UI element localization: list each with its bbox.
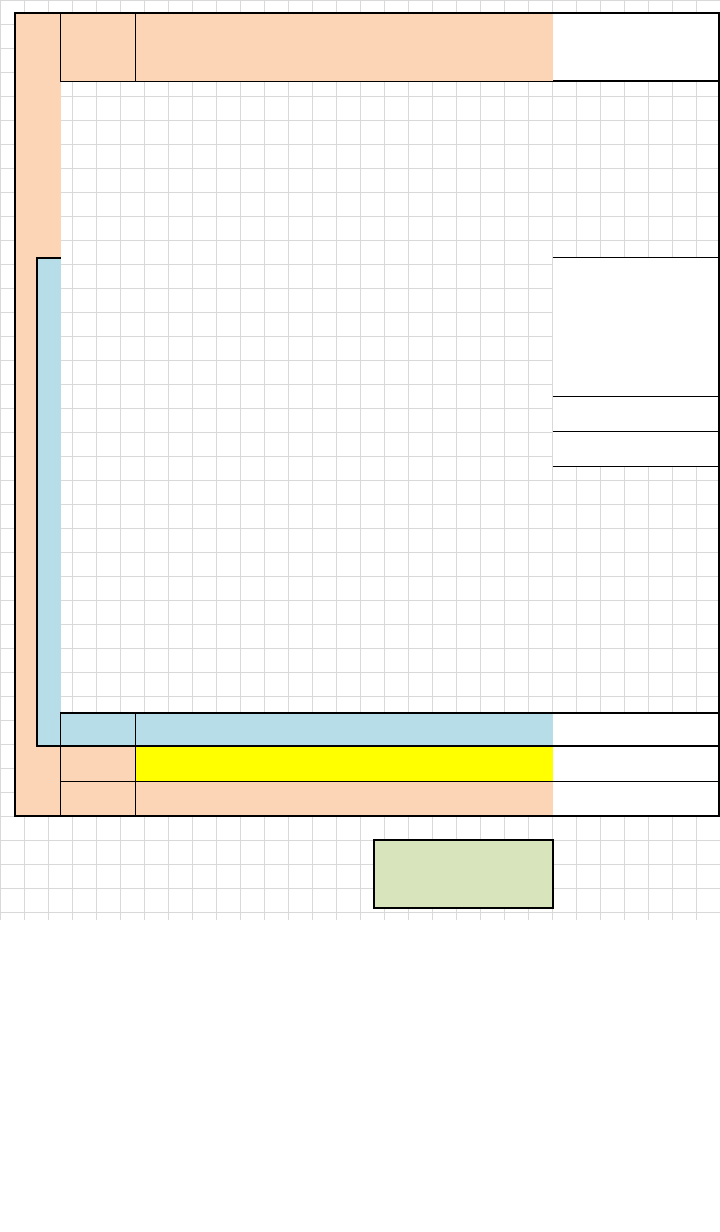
account-number (560, 885, 700, 908)
col-note-header (553, 12, 720, 82)
note-merged (553, 257, 720, 397)
col-income-header (288, 47, 374, 82)
col-item-header (136, 47, 289, 82)
total-note (553, 782, 720, 817)
note-sponsor (553, 432, 720, 467)
summary-box (373, 839, 554, 909)
account-holder (560, 862, 700, 885)
month-subtotal-income (288, 747, 374, 782)
date-header (60, 12, 136, 82)
total-income (288, 782, 374, 817)
total-expense (373, 782, 459, 817)
total-balance (458, 782, 554, 817)
col-balance-header (458, 47, 554, 82)
month-subtotal-label (136, 747, 289, 782)
club-name (560, 839, 710, 862)
day-subtotal-income (288, 712, 374, 747)
day-subtotal-date (60, 712, 136, 747)
total-date (60, 782, 136, 817)
day-subtotal-label (136, 712, 289, 747)
month-subtotal-note (553, 747, 720, 782)
day-subtotal-balance (458, 712, 554, 747)
month-subtotal-balance (458, 747, 554, 782)
month-subtotal-date (60, 747, 136, 782)
month-subtotal-expense (373, 747, 459, 782)
col-expense-header (373, 47, 459, 82)
event-column (36, 257, 61, 747)
total-label (136, 782, 289, 817)
note-after-party (553, 397, 720, 432)
day-subtotal-expense (373, 712, 459, 747)
main-title (136, 12, 554, 48)
day-subtotal-note (553, 712, 720, 747)
